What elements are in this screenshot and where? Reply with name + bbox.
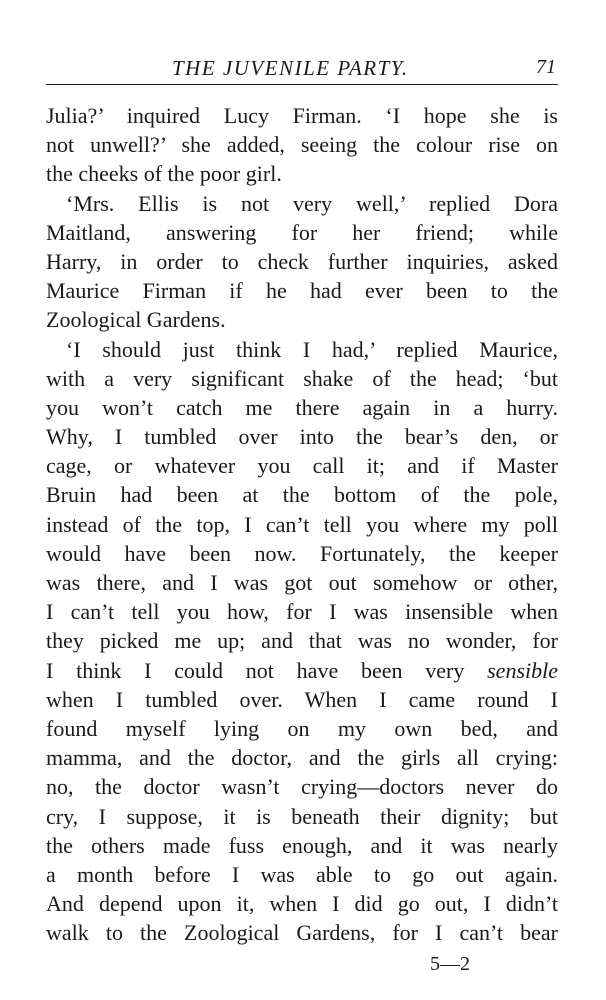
text-line: no, the doctor wasn’t crying—doctors never do <box>46 774 558 800</box>
text-line: they picked me up; and that was no wonder, for <box>46 628 558 654</box>
text-line: you won’t catch me there again in a hurry. <box>46 394 558 420</box>
text-line: the others made fuss enough, and it was nearly <box>46 832 558 858</box>
text-line: Maitland, answering for her friend; while <box>46 219 558 245</box>
text-line: not unwell?’ she added, seeing the colour rise on <box>46 132 558 158</box>
text-line <box>46 656 558 685</box>
text-line: instead of the top, I can’t tell you where my poll <box>46 511 558 537</box>
text-line: Why, I tumbled over into the bear’s den, or <box>46 424 558 450</box>
text-line: walk to the Zoological Gardens, for I can’t bear <box>46 920 558 946</box>
text-line: ‘Mrs. Ellis is not very well,’ replied Dora <box>66 190 558 216</box>
text-line: ‘I should just think I had,’ replied Maurice, <box>66 336 558 362</box>
text-line: with a very significant shake of the head; ‘but <box>46 365 558 391</box>
text-line: found myself lying on my own bed, and <box>46 715 558 741</box>
text-line: was there, and I was got out somehow or other, <box>46 570 558 595</box>
text-line: would have been now. Fortunately, the keeper <box>46 540 558 566</box>
text-line-lead: I think I could not have been very <box>46 657 465 683</box>
running-title: THE JUVENILE PARTY. <box>172 56 409 80</box>
body-text <box>46 101 558 947</box>
text-line: cry, I suppose, it is beneath their dignity; but <box>46 803 558 829</box>
text-line: when I tumbled over. When I came round I <box>46 686 558 712</box>
text-line: cage, or whatever you call it; and if Master <box>46 453 558 479</box>
header-rule <box>46 84 558 85</box>
signature-mark: 5—2 <box>430 953 470 975</box>
running-head <box>46 54 558 94</box>
text-line: Julia?’ inquired Lucy Firman. ‘I hope she is <box>46 103 558 128</box>
text-line: the cheeks of the poor girl. <box>46 161 282 187</box>
text-line: I can’t tell you how, for I was insensible when <box>46 599 558 625</box>
text-line: mamma, and the doctor, and the girls all crying: <box>46 745 558 771</box>
text-line: a month before I was able to go out again. <box>46 861 558 887</box>
text-line: Harry, in order to check further inquiries, asked <box>46 248 558 274</box>
page-number: 71 <box>536 56 556 78</box>
emphasis-word: sensible <box>487 657 559 683</box>
text-line: Zoological Gardens. <box>46 307 226 333</box>
text-line: Maurice Firman if he had ever been to the <box>46 278 558 304</box>
text-line: Bruin had been at the bottom of the pole, <box>46 482 558 508</box>
text-line: And depend upon it, when I did go out, I didn’t <box>46 891 558 917</box>
